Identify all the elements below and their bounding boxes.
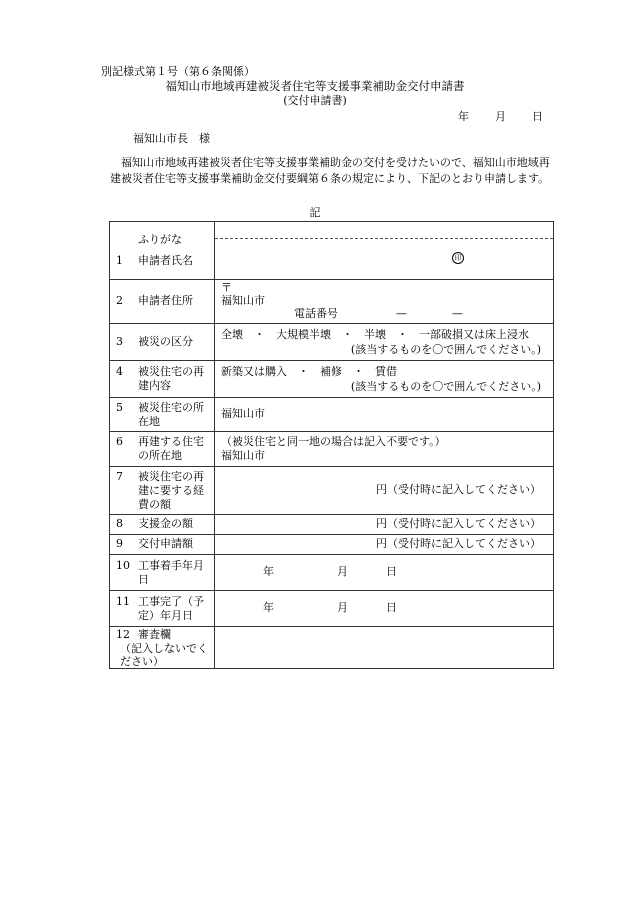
row-number: 6 xyxy=(116,435,123,448)
rebuild-cost-field[interactable] xyxy=(215,467,554,515)
applicant-address-label: 申請者住所 xyxy=(138,294,193,308)
start-year-label: 年 xyxy=(263,565,274,579)
rebuild-location-field[interactable] xyxy=(215,432,554,467)
damaged-house-city: 福知山市 xyxy=(221,407,265,421)
start-day-label: 日 xyxy=(386,565,397,579)
row-number: 12 xyxy=(116,627,130,641)
rebuild-location-city: 福知山市 xyxy=(221,449,265,462)
form-title: 福知山市地域再建被災者住宅等支援事業補助金交付申請書 xyxy=(165,79,465,93)
applicant-name-field[interactable] xyxy=(215,222,554,280)
table-row-review xyxy=(110,627,554,669)
application-table xyxy=(109,221,554,669)
row-number: 10 xyxy=(116,558,130,572)
review-sublabel: （記入しないでください） xyxy=(120,641,208,668)
table-row-applicant-address xyxy=(110,280,554,324)
damage-category-options[interactable]: 全壊 ・ 大規模半壊 ・ 半壊 ・ 一部破損又は床上浸水 xyxy=(221,328,529,341)
applicant-name-label: 申請者氏名 xyxy=(138,253,193,267)
start-month-label: 月 xyxy=(337,565,348,579)
construction-completion-field[interactable] xyxy=(215,591,554,627)
support-amount-label: 支援金の額 xyxy=(138,517,193,531)
requested-amount-field[interactable] xyxy=(215,535,554,555)
completion-year-label: 年 xyxy=(263,601,274,615)
phone-label: 電話番号 xyxy=(294,307,338,320)
table-row-applicant-name xyxy=(110,222,554,280)
completion-month-label: 月 xyxy=(337,601,348,615)
seal-icon: 印 xyxy=(452,252,464,264)
support-amount-note: 円（受付時に記入してください） xyxy=(376,517,541,531)
rebuild-location-note: （被災住宅と同一地の場合は記入不要です。） xyxy=(221,435,446,448)
furigana-label: ふりがな xyxy=(138,232,182,246)
postal-mark: 〒 xyxy=(221,281,232,294)
row-number: 5 xyxy=(116,400,123,414)
damaged-house-location-label: 被災住宅の所在地 xyxy=(138,400,204,428)
applicant-address-field[interactable] xyxy=(215,280,554,324)
date-day-label: 日 xyxy=(532,110,543,123)
construction-completion-label: 工事完了（予定）年月日 xyxy=(138,594,204,622)
table-row-requested-amount xyxy=(110,535,554,555)
rebuild-cost-note: 円（受付時に記入してください） xyxy=(376,483,541,497)
row-number: 9 xyxy=(116,537,123,551)
rebuild-type-options[interactable]: 新築又は購入 ・ 補修 ・ 賃借 xyxy=(221,365,397,378)
phone-dash-2: — xyxy=(452,307,463,320)
review-label: 審査欄 xyxy=(138,627,171,641)
table-row-construction-completion xyxy=(110,591,554,627)
rebuild-type-field[interactable] xyxy=(215,361,554,398)
form-number: 別記様式第１号（第６条関係） xyxy=(101,65,255,78)
construction-start-label: 工事着手年月日 xyxy=(138,558,204,586)
rebuild-cost-label: 被災住宅の再建に要する経費の額 xyxy=(138,469,204,511)
requested-amount-note: 円（受付時に記入してください） xyxy=(376,537,541,551)
construction-start-field[interactable] xyxy=(215,555,554,591)
date-year-label: 年 xyxy=(458,110,469,123)
request-body-text: 福知山市地域再建被災者住宅等支援事業補助金の交付を受けたいので、福知山市地域再建被災者住宅等支援事業補助金交付要綱第６条の規定により、下記のとおり申請します。 xyxy=(110,156,550,185)
row-number: 3 xyxy=(116,334,123,348)
row-number: 1 xyxy=(116,253,123,267)
form-subtitle: (交付申請書) xyxy=(283,94,347,107)
table-row-damaged-house-location xyxy=(110,398,554,432)
table-row-rebuild-type xyxy=(110,361,554,398)
row-number: 4 xyxy=(116,365,123,378)
support-amount-field[interactable] xyxy=(215,515,554,535)
requested-amount-label: 交付申請額 xyxy=(138,537,193,551)
row-number: 2 xyxy=(116,294,123,308)
table-row-support-amount xyxy=(110,515,554,535)
row-number: 8 xyxy=(116,517,123,531)
address-city: 福知山市 xyxy=(221,294,265,307)
damage-category-label: 被災の区分 xyxy=(138,334,193,348)
review-field xyxy=(215,627,554,669)
rebuild-type-label: 被災住宅の再建内容 xyxy=(138,365,204,392)
addressee: 福知山市長 様 xyxy=(133,132,210,145)
phone-dash-1: — xyxy=(396,307,407,320)
furigana-field[interactable] xyxy=(215,222,553,239)
rebuild-location-label: 再建する住宅の所在地 xyxy=(138,435,204,462)
date-month-label: 月 xyxy=(495,110,506,123)
damage-category-note: (該当するものを〇で囲んでください。) xyxy=(350,343,541,356)
damage-category-field[interactable] xyxy=(215,324,554,361)
damaged-house-location-field[interactable] xyxy=(215,398,554,432)
table-row-damage-category xyxy=(110,324,554,361)
row-number: 11 xyxy=(116,594,130,608)
rebuild-type-note: (該当するものを〇で囲んでください。) xyxy=(350,380,541,393)
ki-heading: 記 xyxy=(309,206,321,219)
table-row-construction-start xyxy=(110,555,554,591)
completion-day-label: 日 xyxy=(386,601,397,615)
table-row-rebuild-location xyxy=(110,432,554,467)
table-row-rebuild-cost xyxy=(110,467,554,515)
row-number: 7 xyxy=(116,469,123,483)
